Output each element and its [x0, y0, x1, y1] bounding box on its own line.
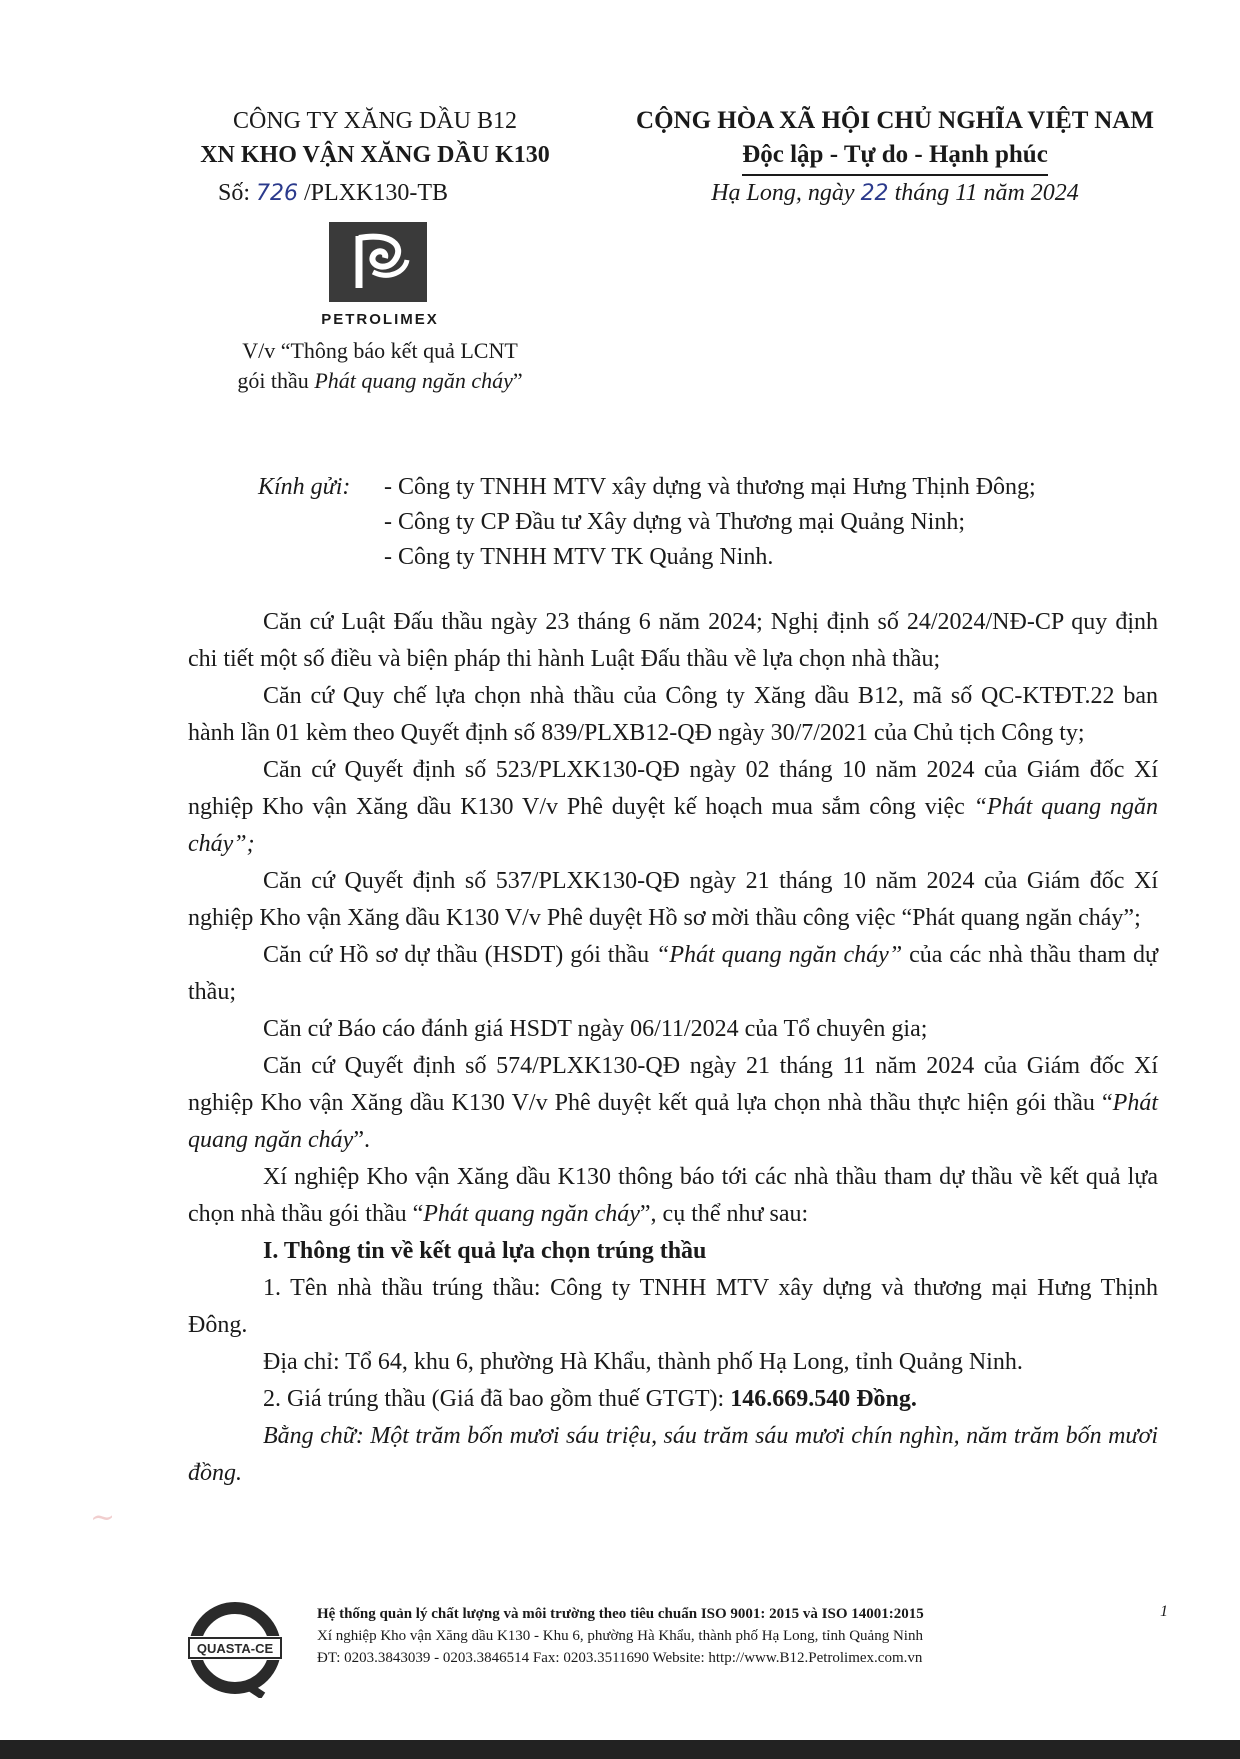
paragraph-legal-basis-1: Căn cứ Luật Đấu thầu ngày 23 tháng 6 năm 2024; Nghị định số 24/2024/NĐ-CP quy định chi tiết một số điều và biện pháp thi hành Luật Đấu thầu về lựa chọn nhà thầu;	[188, 609, 1158, 672]
p8-italic: Phát quang ngăn cháy	[423, 1201, 640, 1227]
p8-text: Xí nghiệp Kho vận Xăng dầu K130 thông báo tới các nhà thầu tham dự thầu về kết quả lựa chọn nhà thầu gói thầu “	[188, 1164, 1158, 1227]
subject-line-2-pre: gói thầu	[237, 368, 315, 393]
page-number: 1	[1160, 1603, 1168, 1620]
p7-italic: Phát quang ngăn cháy	[188, 1090, 1158, 1153]
quasta-logo-text: QUASTA-CE	[196, 1641, 274, 1656]
winning-price-value: 146.669.540 Đồng.	[730, 1386, 917, 1412]
motto-wrapper	[610, 138, 1180, 176]
recipients-block	[258, 470, 1036, 575]
winning-price	[188, 1381, 1158, 1418]
recipient-row	[258, 505, 1036, 540]
footer-contact-line: ĐT: 0203.3843039 - 0203.3846514 Fax: 0203.3511690 Website: http://www.B12.Petrolimex.com.vn	[317, 1650, 923, 1666]
section-heading: I. Thông tin về kết quả lựa chọn trúng thầu	[263, 1238, 707, 1264]
paragraph-legal-basis-5	[188, 937, 1158, 1011]
logo-wordmark: PETROLIMEX	[321, 311, 439, 328]
recipient-row	[258, 470, 1036, 505]
paragraph-announcement	[188, 1159, 1158, 1233]
date-line	[610, 180, 1180, 207]
p5-post: của các nhà thầu tham dự thầu;	[188, 942, 1158, 1005]
document-number-suffix: /PLXK130-TB	[304, 180, 449, 206]
document-number	[218, 180, 448, 207]
p5-italic: “Phát quang ngăn cháy”	[656, 942, 903, 968]
recipients-label: Kính gửi:	[258, 474, 351, 500]
subject-line-2	[190, 366, 570, 396]
p5-text: Căn cứ Hồ sơ dự thầu (HSDT) gói thầu	[263, 942, 657, 968]
p3-text: Căn cứ Quyết định số 523/PLXK130-QĐ ngày 02 tháng 10 năm 2024 của Giám đốc Xí nghiệp Kho vận Xăng dầu K130 V/v Phê duyệt kế hoạch mua sắm công việc	[188, 757, 1158, 820]
subject-line-1: V/v “Thông báo kết quả LCNT	[242, 338, 518, 363]
petrolimex-logo	[329, 222, 427, 302]
company-name: CÔNG TY XĂNG DẦU B12	[232, 108, 517, 134]
paragraph-legal-basis-3	[188, 752, 1158, 863]
subject-block	[190, 336, 570, 396]
p3-italic: “Phát quang ngăn cháy”;	[188, 794, 1158, 857]
nation-title: CỘNG HÒA XÃ HỘI CHỦ NGHĨA VIỆT NAM	[636, 107, 1154, 134]
quasta-certification-logo	[185, 1598, 285, 1698]
p7-text: Căn cứ Quyết định số 574/PLXK130-QĐ ngày 21 tháng 11 năm 2024 của Giám đốc Xí nghiệp Kho vận Xăng dầu K130 V/v Phê duyệt kết quả lựa chọn nhà thầu thực hiện gói thầu “	[188, 1053, 1158, 1116]
paragraph-legal-basis-7	[188, 1048, 1158, 1159]
document-number-prefix: Số:	[218, 180, 251, 206]
p8-post: ”, cụ thể như sau:	[639, 1201, 809, 1227]
branch-name: XN KHO VẬN XĂNG DẦU K130	[200, 142, 550, 168]
document-body	[188, 604, 1158, 1492]
p7-post: ”.	[353, 1127, 370, 1153]
paragraph-legal-basis-2: Căn cứ Quy chế lựa chọn nhà thầu của Công ty Xăng dầu B12, mã số QC-KTĐT.22 ban hành lần 01 kèm theo Quyết định số 839/PLXB12-QĐ ngày 30/7/2021 của Chủ tịch Công ty;	[188, 683, 1158, 746]
date-prefix: Hạ Long, ngày	[711, 180, 861, 206]
price-in-words: Bằng chữ: Một trăm bốn mươi sáu triệu, sáu trăm sáu mươi chín nghìn, năm trăm bốn mươi đồng.	[188, 1423, 1158, 1486]
recipient-row	[258, 540, 1036, 575]
subject-line-2-post: ”	[512, 368, 523, 393]
paragraph-legal-basis-4: Căn cứ Quyết định số 537/PLXK130-QĐ ngày 21 tháng 10 năm 2024 của Giám đốc Xí nghiệp Kho vận Xăng dầu K130 V/v Phê duyệt Hồ sơ mời thầu công việc “Phát quang ngăn cháy”;	[188, 868, 1158, 931]
recipient-item: - Công ty TNHH MTV xây dựng và thương mại Hưng Thịnh Đông;	[384, 474, 1036, 500]
footer-block	[317, 1603, 1117, 1669]
paragraph-legal-basis-6: Căn cứ Báo cáo đánh giá HSDT ngày 06/11/2024 của Tổ chuyên gia;	[263, 1016, 928, 1042]
scan-edge-bar	[0, 1740, 1240, 1759]
nation-block	[610, 104, 1180, 176]
recipient-item: - Công ty CP Đầu tư Xây dựng và Thương mại Quảng Ninh;	[384, 509, 966, 535]
footer-iso-line: Hệ thống quản lý chất lượng và môi trường theo tiêu chuẩn ISO 9001: 2015 và ISO 14001:2015	[317, 1606, 924, 1622]
recipient-item: - Công ty TNHH MTV TK Quảng Ninh.	[384, 544, 774, 570]
winning-bidder-address: Địa chỉ: Tổ 64, khu 6, phường Hà Khẩu, thành phố Hạ Long, tỉnh Quảng Ninh.	[263, 1349, 1023, 1375]
motto: Độc lập - Tự do - Hạnh phúc	[742, 138, 1048, 176]
winning-bidder: 1. Tên nhà thầu trúng thầu: Công ty TNHH MTV xây dựng và thương mại Hưng Thịnh Đông.	[188, 1275, 1158, 1338]
subject-line-2-italic: Phát quang ngăn cháy	[314, 368, 513, 393]
stamp-mark: ~	[90, 1500, 116, 1535]
winning-price-label: 2. Giá trúng thầu (Giá đã bao gồm thuế GTGT):	[263, 1386, 731, 1412]
document-number-handwritten: 726	[256, 181, 299, 206]
footer-address-line: Xí nghiệp Kho vận Xăng dầu K130 - Khu 6, phường Hà Khẩu, thành phố Hạ Long, tỉnh Quảng Ninh	[317, 1628, 923, 1644]
issuer-block	[150, 104, 600, 172]
date-suffix: tháng 11 năm 2024	[888, 180, 1079, 206]
date-day-handwritten: 22	[860, 181, 889, 206]
